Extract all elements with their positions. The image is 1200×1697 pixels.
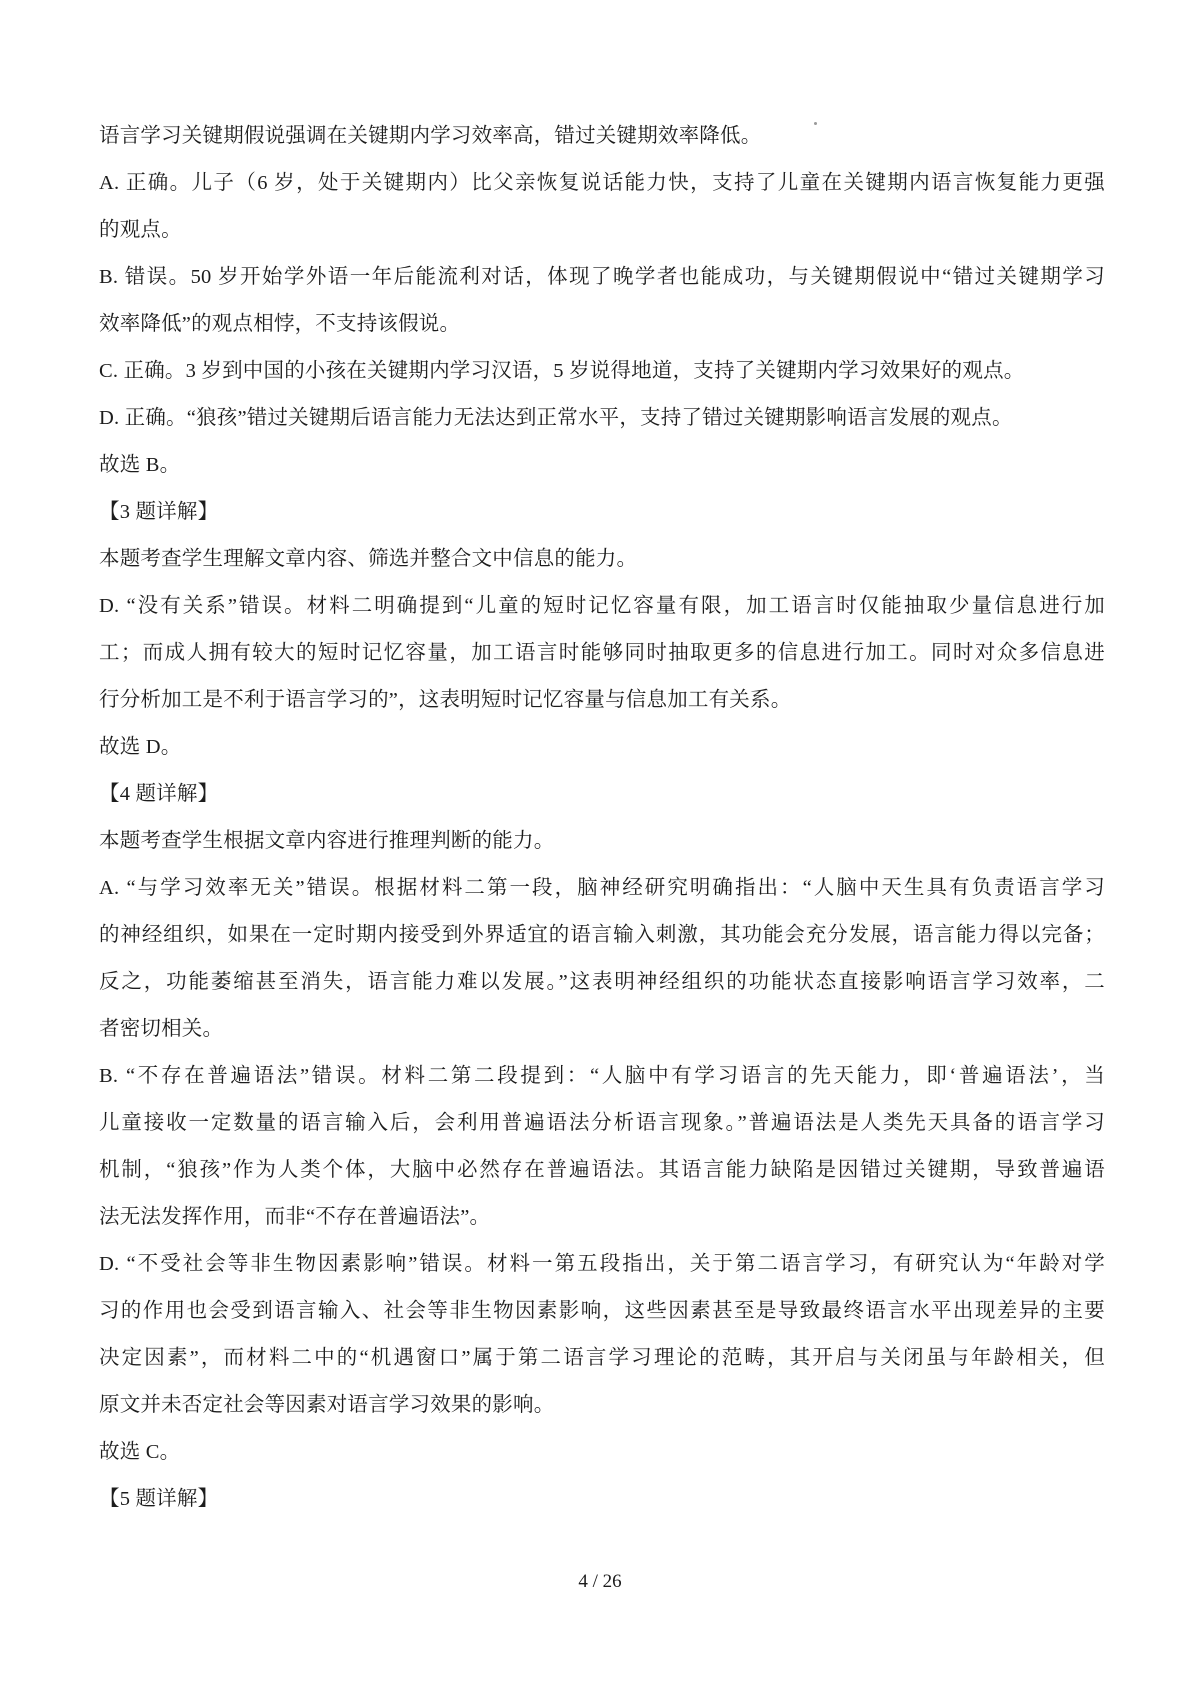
text-line: A. 正确。儿子（6 岁，处于关键期内）比父亲恢复说话能力快，支持了儿童在关键期内语言恢复能力更强 — [99, 172, 1105, 194]
text-line: 反之，功能萎缩甚至消失，语言能力难以发展。”这表明神经组织的功能状态直接影响语言学习效率，二 — [99, 971, 1105, 993]
text-line: 决定因素”，而材料二中的“机遇窗口”属于第二语言学习理论的范畴，其开启与关闭虽与年龄相关，但 — [99, 1347, 1105, 1369]
text-line: 本题考查学生根据文章内容进行推理判断的能力。 — [99, 830, 555, 852]
text-line: 原文并未否定社会等因素对语言学习效果的影响。 — [99, 1394, 555, 1416]
text-line: 效率降低”的观点相悖，不支持该假说。 — [99, 313, 461, 335]
document-body — [99, 113, 1105, 1523]
text-line: 故选 D。 — [99, 736, 182, 758]
text-line: A. “与学习效率无关”错误。根据材料二第一段，脑神经研究明确指出：“人脑中天生具有负责语言学习 — [99, 877, 1105, 899]
text-line: 儿童接收一定数量的语言输入后，会利用普遍语法分析语言现象。”普遍语法是人类先天具备的语言学习 — [99, 1112, 1105, 1134]
text-line: 机制，“狼孩”作为人类个体，大脑中必然存在普遍语法。其语言能力缺陷是因错过关键期，导致普遍语 — [99, 1159, 1105, 1181]
text-line: 故选 B。 — [99, 454, 181, 476]
text-line: 者密切相关。 — [99, 1018, 224, 1040]
text-line: D. “没有关系”错误。材料二明确提到“儿童的短时记忆容量有限，加工语言时仅能抽取少量信息进行加 — [99, 595, 1105, 617]
ink-speck — [814, 122, 817, 125]
text-line: C. 正确。3 岁到中国的小孩在关键期内学习汉语，5 岁说得地道，支持了关键期内学习效果好的观点。 — [99, 360, 1025, 382]
text-line: 【5 题详解】 — [99, 1488, 219, 1510]
text-line: 【4 题详解】 — [99, 783, 219, 805]
text-line: B. “不存在普遍语法”错误。材料二第二段提到：“人脑中有学习语言的先天能力，即‘普遍语法’，当 — [99, 1065, 1105, 1087]
text-line: D. “不受社会等非生物因素影响”错误。材料一第五段指出，关于第二语言学习，有研究认为“年龄对学 — [99, 1253, 1105, 1275]
text-line: 本题考查学生理解文章内容、筛选并整合文中信息的能力。 — [99, 548, 638, 570]
text-line: B. 错误。50 岁开始学外语一年后能流利对话，体现了晚学者也能成功，与关键期假说中“错过关键期学习 — [99, 266, 1105, 288]
text-line: 习的作用也会受到语言输入、社会等非生物因素影响，这些因素甚至是导致最终语言水平出现差异的主要 — [99, 1300, 1105, 1322]
text-line: 的观点。 — [99, 219, 182, 241]
text-line: 工；而成人拥有较大的短时记忆容量，加工语言时能够同时抽取更多的信息进行加工。同时对众多信息进 — [99, 642, 1105, 664]
text-line: 行分析加工是不利于语言学习的”，这表明短时记忆容量与信息加工有关系。 — [99, 689, 792, 711]
text-line: 【3 题详解】 — [99, 501, 219, 523]
text-line: 语言学习关键期假说强调在关键期内学习效率高，错过关键期效率降低。 — [99, 125, 762, 147]
text-line: D. 正确。“狼孩”错过关键期后语言能力无法达到正常水平，支持了错过关键期影响语言发展的观点。 — [99, 407, 1013, 429]
text-line: 的神经组织，如果在一定时期内接受到外界适宜的语言输入刺激，其功能会充分发展，语言能力得以完备； — [99, 924, 1105, 946]
text-line: 法无法发挥作用，而非“不存在普遍语法”。 — [99, 1206, 491, 1228]
page-number: 4 / 26 — [578, 1571, 622, 1592]
text-line: 故选 C。 — [99, 1441, 181, 1463]
